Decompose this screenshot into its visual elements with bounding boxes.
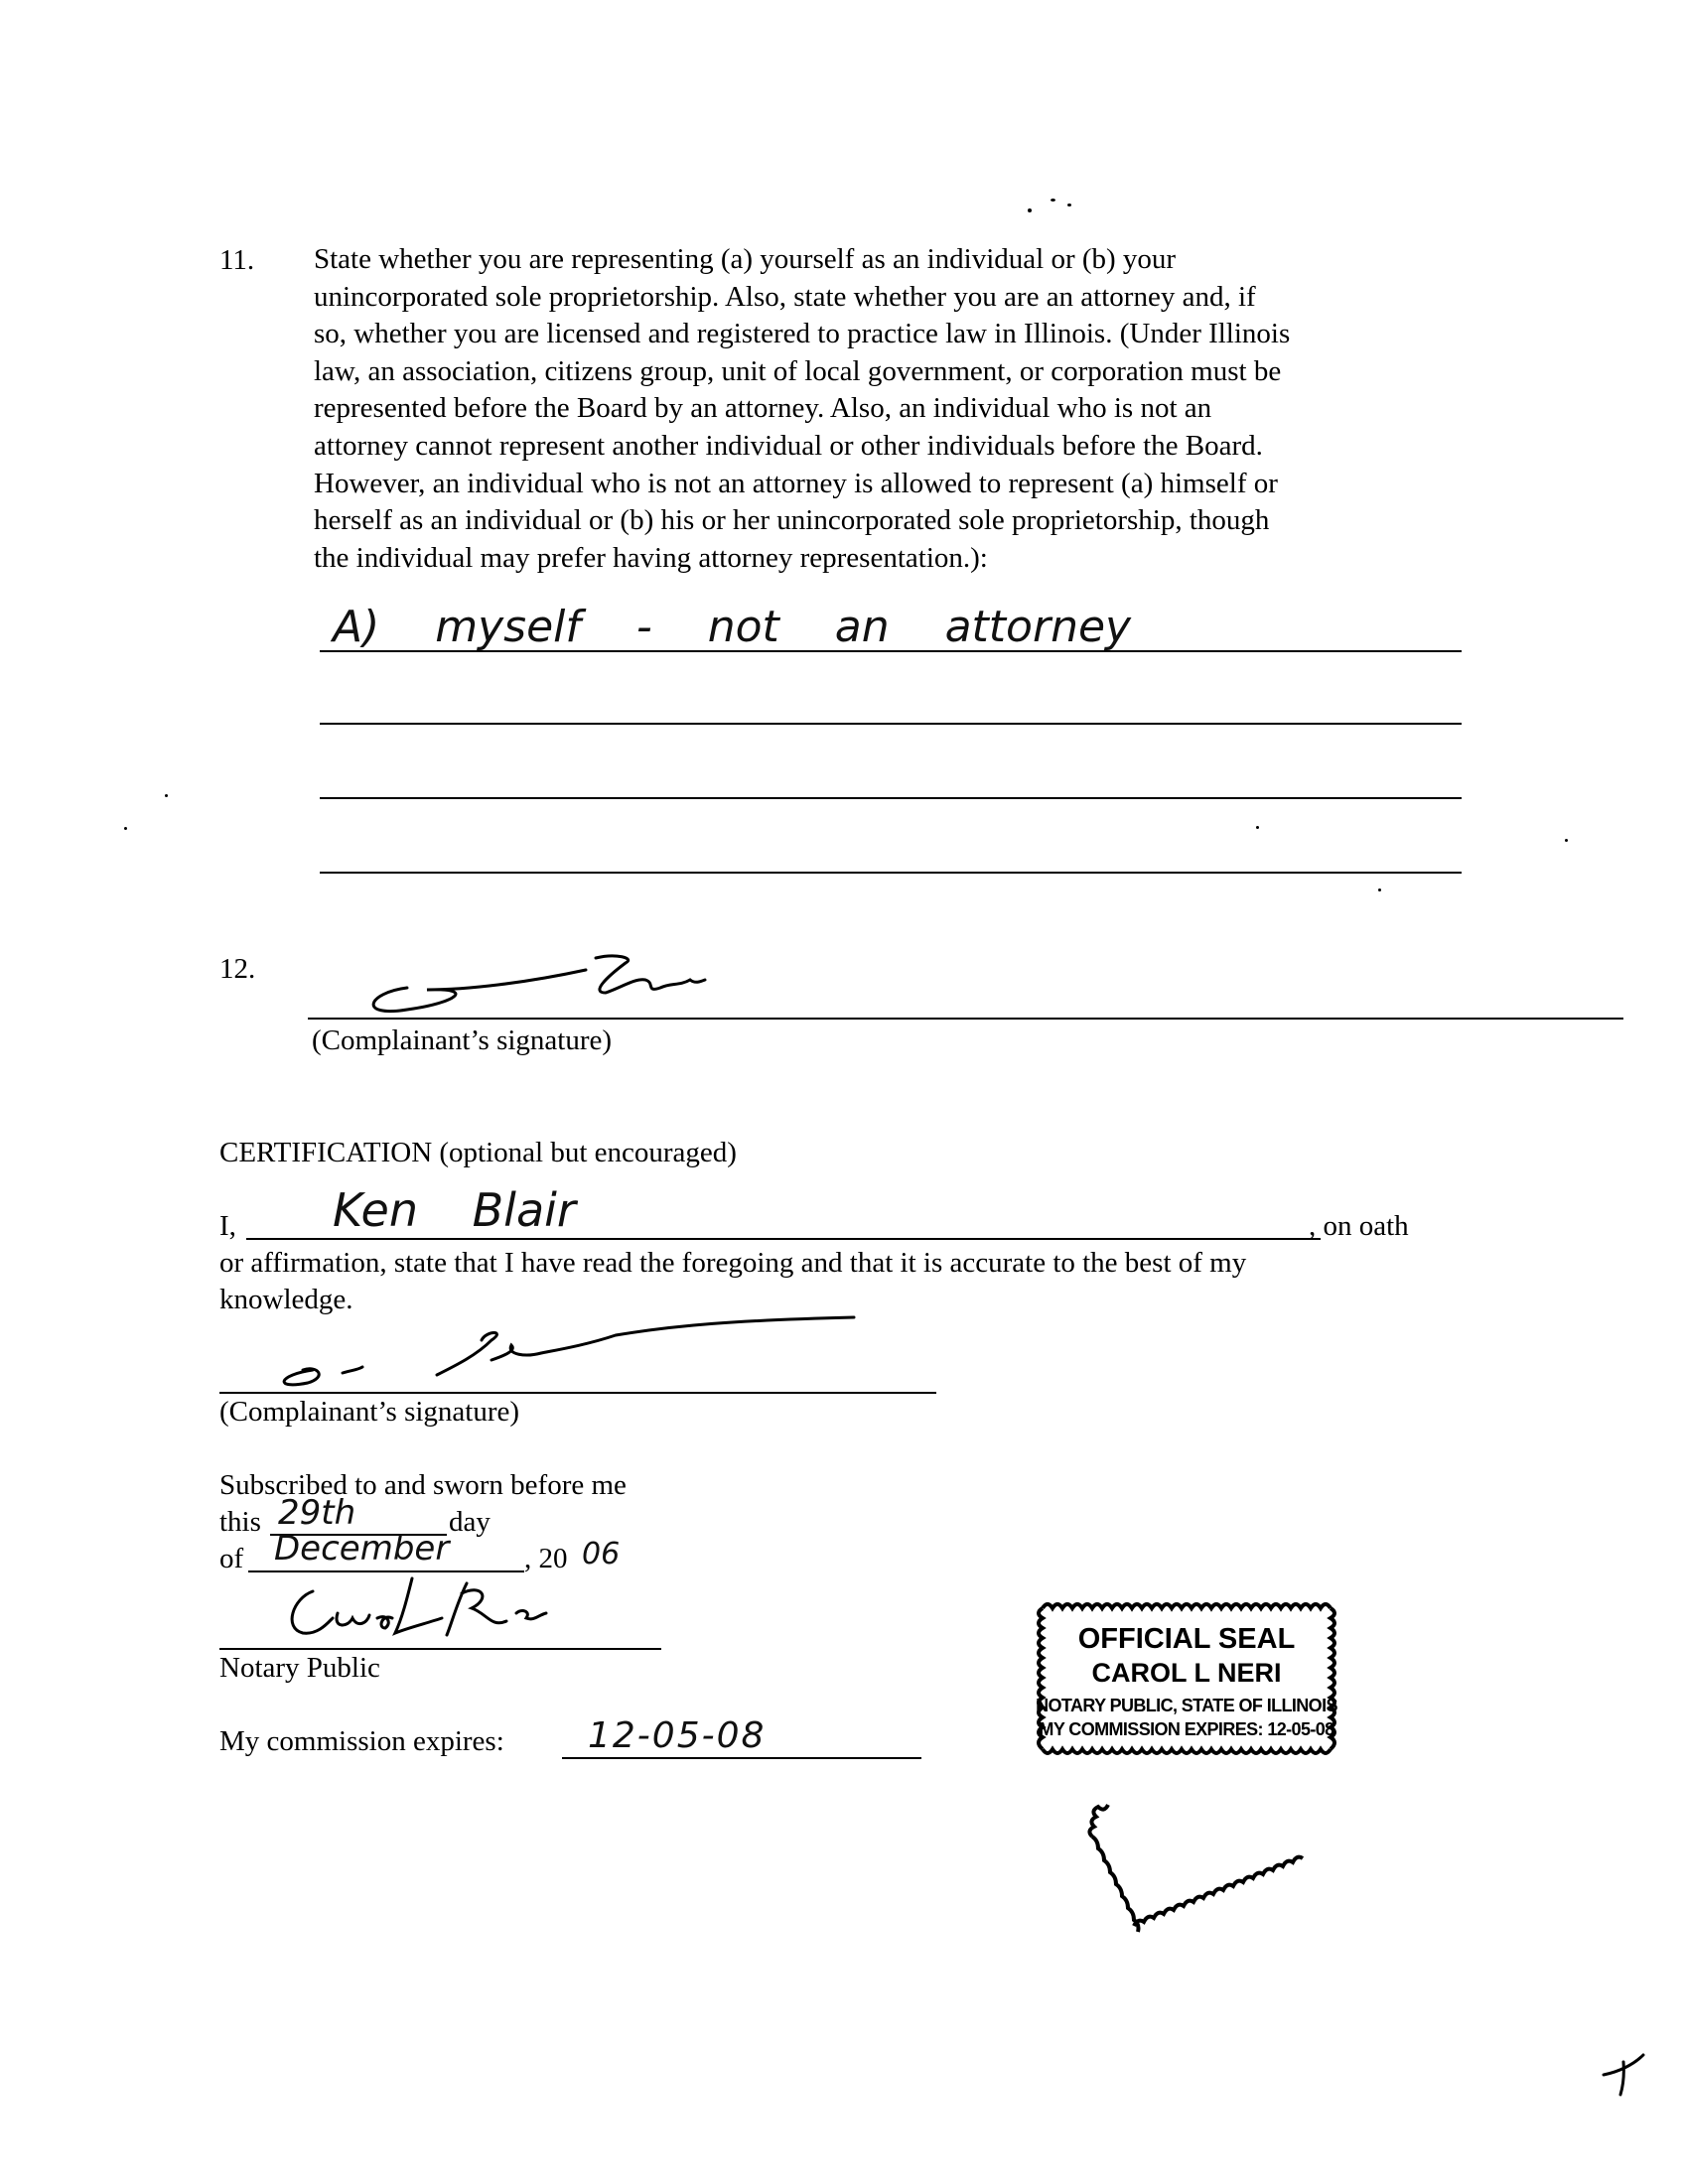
notary-expires-label: My commission expires: [219, 1725, 504, 1757]
scan-speck [165, 794, 168, 797]
scan-speck [1067, 204, 1071, 206]
scan-speck [1378, 888, 1381, 891]
item-11-line: herself as an individual or (b) his or her unincorporated sole proprietorship, though [314, 504, 1270, 537]
certification-line-2: or affirmation, state that I have read the foregoing and that it is accurate to the best of my [219, 1247, 1247, 1279]
notary-signature [278, 1573, 596, 1653]
notary-month-handwritten: December [274, 1529, 450, 1569]
answer-line-1 [320, 650, 1462, 652]
item-11-line: the individual may prefer having attorney representation.): [314, 541, 988, 574]
answer-line-4 [320, 872, 1462, 874]
item-11-line: unincorporated sole proprietorship. Also, state whether you are an attorney and, if [314, 280, 1256, 313]
certification-signature-caption: (Complainant’s signature) [219, 1396, 520, 1428]
item-11-answer-handwritten: A) myself - not an attorney [333, 602, 1132, 652]
item-12-signature-caption: (Complainant’s signature) [312, 1024, 613, 1056]
item-11-number: 11. [219, 244, 255, 276]
notary-day-handwritten: 29th [278, 1493, 356, 1533]
notary-year-handwritten: 06 [582, 1537, 621, 1571]
notary-year-prefix: , 20 [524, 1543, 568, 1574]
seal-line-4: MY COMMISSION EXPIRES: 12-05-08 [1039, 1719, 1334, 1739]
seal-line-1: OFFICIAL SEAL [1077, 1623, 1296, 1655]
corner-mark [1599, 2050, 1648, 2100]
scan-speck [124, 827, 127, 830]
official-seal-stamp [1033, 1588, 1470, 1946]
certification-name-line [246, 1238, 1321, 1240]
notary-of-label: of [219, 1543, 244, 1574]
certification-prefix: I, [219, 1210, 236, 1242]
item-11-line: attorney cannot represent another individual or other individuals before the Board. [314, 429, 1263, 462]
scan-speck [1565, 839, 1568, 842]
item-11-line: law, an association, citizens group, unit of local government, or corporation must be [314, 354, 1282, 387]
item-11-line: so, whether you are licensed and registered to practice law in Illinois. (Under Illinois [314, 318, 1291, 350]
certification-heading: CERTIFICATION (optional but encouraged) [219, 1137, 737, 1168]
scan-speck [1256, 826, 1259, 829]
notary-expires-line [562, 1757, 921, 1759]
item-11-question [314, 241, 1290, 577]
complainant-signature-1 [348, 948, 844, 1018]
seal-line-2: CAROL L NERI [1091, 1658, 1282, 1688]
notary-month-line [248, 1570, 524, 1572]
item-11-line: represented before the Board by an attorney. Also, an individual who is not an [314, 392, 1212, 425]
certification-name-handwritten: Ken Blair [333, 1183, 576, 1237]
answer-line-3 [320, 797, 1462, 799]
notary-subscribed: Subscribed to and sworn before me [219, 1469, 627, 1501]
answer-line-2 [320, 723, 1462, 725]
item-11-line: However, an individual who is not an attorney is allowed to represent (a) himself or [314, 467, 1278, 499]
item-11-line: State whether you are representing (a) yourself as an individual or (b) your [314, 243, 1177, 275]
scan-speck [1028, 208, 1032, 212]
complainant-signature-2 [258, 1315, 874, 1395]
notary-title: Notary Public [219, 1652, 380, 1684]
scan-speck [1051, 199, 1055, 202]
item-12-signature-line [308, 1018, 1623, 1020]
seal-line-3: NOTARY PUBLIC, STATE OF ILLINOIS [1036, 1696, 1337, 1715]
notary-day-label: day [449, 1506, 491, 1538]
item-12-number: 12. [219, 953, 256, 985]
notary-expires-handwritten: 12-05-08 [588, 1715, 767, 1756]
certification-on-oath: , on oath [1309, 1210, 1409, 1242]
notary-this-label: this [219, 1506, 261, 1538]
certification-line-3: knowledge. [219, 1284, 353, 1315]
